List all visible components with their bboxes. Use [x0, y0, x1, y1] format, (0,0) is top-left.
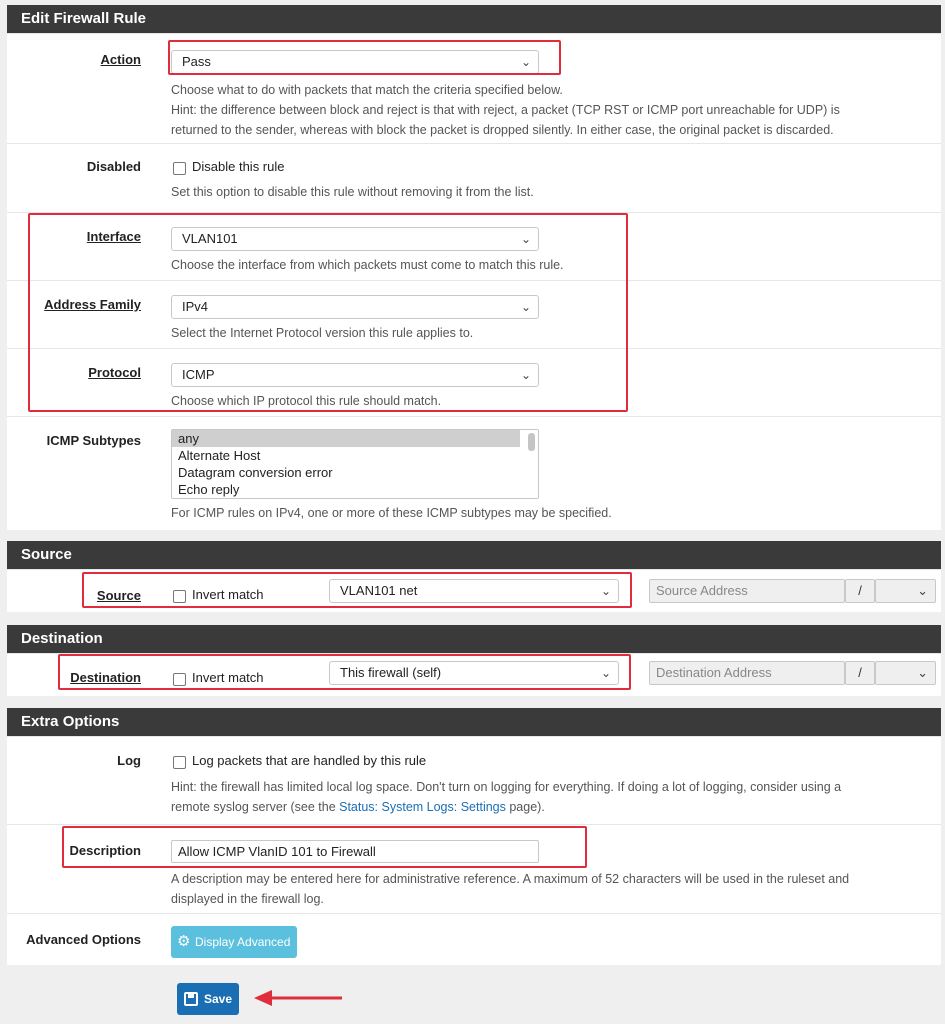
icmp-subtype-option[interactable]: any — [172, 430, 520, 447]
floppy-disk-icon — [184, 992, 198, 1006]
log-help-line2 — [171, 797, 841, 817]
icmp-subtype-option[interactable]: Alternate Host — [178, 448, 261, 463]
source-label: Source — [96, 588, 141, 603]
destination-invert-label: Invert match — [192, 670, 264, 685]
chevron-down-icon: ⌄ — [600, 666, 611, 680]
source-slash — [845, 579, 875, 603]
chevron-down-icon: ⌄ — [917, 665, 928, 680]
description-row — [7, 824, 941, 913]
disabled-help: Set this option to disable this rule without removing it from the list. — [171, 185, 534, 199]
description-input[interactable] — [171, 840, 539, 863]
address-family-select-value: IPv4 — [182, 299, 209, 314]
action-help-line2: Hint: the difference between block and reject is that with reject, a packet (TCP RST or ICMP port unreachable for UDP) is — [171, 103, 840, 117]
source-type-select[interactable] — [329, 579, 619, 603]
chevron-down-icon: ⌄ — [520, 232, 531, 246]
description-help-line2: displayed in the firewall log. — [171, 892, 324, 906]
action-help-line3: returned to the sender, whereas with block the packet is dropped silently. In either case, the original packet is discarded. — [171, 123, 834, 137]
chevron-down-icon: ⌄ — [520, 368, 531, 382]
source-panel — [7, 541, 941, 612]
destination-title: Destination — [7, 625, 941, 653]
icmp-subtypes-help: For ICMP rules on IPv4, one or more of these ICMP subtypes may be specified. — [171, 506, 612, 520]
destination-address-input[interactable] — [649, 661, 845, 685]
log-label: Log — [117, 753, 141, 768]
interface-row — [7, 212, 941, 280]
interface-label: Interface — [86, 229, 141, 244]
chevron-down-icon: ⌄ — [520, 300, 531, 314]
disabled-label: Disabled — [86, 159, 141, 174]
icmp-subtypes-row — [7, 416, 941, 528]
source-invert-checkbox[interactable] — [173, 590, 186, 603]
save-button[interactable] — [177, 983, 239, 1015]
source-address-placeholder: Source Address — [656, 583, 748, 598]
address-family-row — [7, 280, 941, 348]
chevron-down-icon: ⌄ — [917, 583, 928, 598]
save-label: Save — [204, 992, 233, 1006]
disable-rule-checkbox-label: Disable this rule — [192, 159, 285, 174]
icmp-subtypes-label: ICMP Subtypes — [46, 433, 141, 448]
extra-options-title: Extra Options — [7, 708, 941, 736]
disabled-row — [7, 143, 941, 212]
listbox-scrollbar[interactable] — [528, 433, 535, 451]
source-row — [7, 569, 941, 612]
icmp-subtypes-listbox[interactable] — [171, 429, 539, 499]
action-select-value: Pass — [182, 54, 211, 69]
action-row — [7, 33, 941, 143]
address-family-select[interactable] — [171, 295, 539, 319]
log-help — [171, 777, 841, 817]
log-row — [7, 736, 941, 824]
address-family-help: Select the Internet Protocol version this rule applies to. — [171, 326, 474, 340]
source-slash-text: / — [858, 583, 862, 598]
destination-type-select[interactable] — [329, 661, 619, 685]
arrow-annotation-icon — [250, 986, 345, 1010]
description-help-line1: A description may be entered here for administrative reference. A maximum of 52 characters will be used in the ruleset and — [171, 872, 850, 886]
destination-label: Destination — [70, 670, 141, 685]
action-help — [171, 80, 840, 140]
interface-help: Choose the interface from which packets must come to match this rule. — [171, 258, 564, 272]
description-label: Description — [69, 843, 141, 858]
log-help-line1: Hint: the firewall has limited local log space. Don't turn on logging for everything. If doing a lot of logging, consider using a — [171, 780, 842, 794]
icmp-subtype-option[interactable]: Echo reply — [178, 482, 240, 497]
extra-options-panel — [7, 708, 941, 965]
destination-address-placeholder: Destination Address — [656, 665, 772, 680]
chevron-down-icon: ⌄ — [600, 584, 611, 598]
interface-select[interactable] — [171, 227, 539, 251]
source-type-value: VLAN101 net — [340, 583, 418, 598]
destination-invert-checkbox[interactable] — [173, 673, 186, 686]
edit-rule-title: Edit Firewall Rule — [7, 5, 941, 33]
advanced-options-label: Advanced Options — [26, 932, 141, 947]
address-family-label: Address Family — [44, 297, 141, 312]
log-checkbox[interactable] — [173, 756, 186, 769]
protocol-select[interactable] — [171, 363, 539, 387]
source-mask-select[interactable] — [875, 579, 936, 603]
protocol-row — [7, 348, 941, 416]
display-advanced-button[interactable] — [171, 926, 297, 958]
destination-row — [7, 653, 941, 696]
source-title: Source — [7, 541, 941, 569]
destination-type-value: This firewall (self) — [340, 665, 442, 680]
log-checkbox-label: Log packets that are handled by this rule — [192, 753, 427, 768]
log-help-post: page). — [505, 800, 545, 814]
protocol-help: Choose which IP protocol this rule should match. — [171, 394, 442, 408]
protocol-select-value: ICMP — [182, 367, 215, 382]
destination-slash — [845, 661, 875, 685]
icmp-subtype-option[interactable]: Datagram conversion error — [178, 465, 333, 480]
disable-rule-checkbox[interactable] — [173, 162, 186, 175]
description-help — [171, 869, 849, 909]
destination-slash-text: / — [858, 665, 862, 680]
advanced-row — [7, 913, 941, 965]
action-help-line1: Choose what to do with packets that match the criteria specified below. — [171, 83, 563, 97]
source-invert-label: Invert match — [192, 587, 264, 602]
log-help-pre: remote syslog server (see the — [171, 800, 340, 814]
display-advanced-label: Display Advanced — [195, 935, 291, 949]
interface-select-value: VLAN101 — [182, 231, 238, 246]
description-value: Allow ICMP VlanID 101 to Firewall — [178, 844, 376, 859]
source-address-input[interactable] — [649, 579, 845, 603]
action-label: Action — [100, 52, 141, 67]
protocol-label: Protocol — [88, 365, 141, 380]
edit-rule-panel — [7, 5, 941, 530]
action-select[interactable] — [171, 50, 539, 74]
chevron-down-icon: ⌄ — [520, 55, 531, 69]
system-logs-settings-link[interactable]: Status: System Logs: Settings — [339, 800, 506, 814]
gear-icon: ⚙ — [177, 933, 191, 950]
destination-mask-select[interactable] — [875, 661, 936, 685]
destination-panel — [7, 625, 941, 696]
